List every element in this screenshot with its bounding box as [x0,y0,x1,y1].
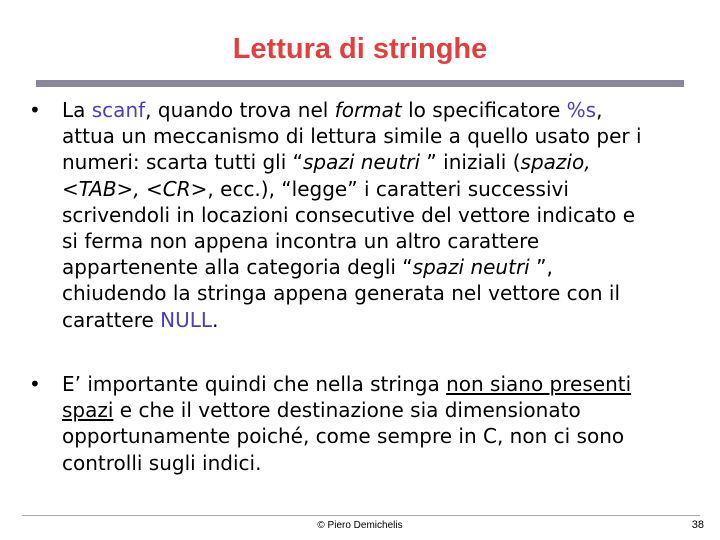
keyword-percent-s: %s [566,98,597,122]
text-run: . [212,307,219,332]
text-line [62,97,642,123]
text-line: controlli sugli indici. [62,450,262,475]
term-cr: <CR> [146,176,208,201]
bullet-text [62,371,631,476]
text-run: numeri: scarta tutti gli “ [62,150,304,175]
term-spazi-neutri: spazi neutri [412,255,530,280]
footer-copyright: © Piero Demichelis [317,520,403,531]
text-run: appartenente alla categoria degli “ [62,255,413,280]
text-run: e che il vettore destinazione sia dimensionato [113,398,581,423]
text-line [62,307,642,333]
bullet-text [62,97,642,333]
text-line [62,254,642,280]
page-number: 38 [691,519,704,531]
text-line [62,371,631,397]
text-run: E’ importante quindi che nella stringa [62,372,447,396]
title-divider [36,80,684,87]
text-line: opportunamente poiché, come sempre in C, non ci sono [62,424,625,449]
text-run: ” iniziali ( [420,150,521,175]
bullet-marker: • [29,98,41,122]
text-line: si ferma non appena incontra un altro carattere [62,229,540,254]
underlined-text: non siano presenti [446,372,632,396]
text-line [62,149,642,175]
text-run: carattere [62,307,161,332]
text-line: chiudendo la stringa appena generata nel vettore con il [62,281,620,306]
term-spazio: spazio, [520,150,591,175]
text-run: lo specificatore [401,98,567,122]
bullet-marker: • [29,372,41,396]
text-run: La [62,98,92,122]
text-run: ”, [529,255,553,280]
underlined-text: spazi [62,398,114,423]
text-run: , [596,98,603,122]
term-format: format [334,98,402,122]
term-tab: <TAB> [62,176,134,201]
term-spazi-neutri: spazi neutri [303,150,421,175]
keyword-scanf: scanf [91,98,146,122]
text-line: attua un meccanismo di lettura simile a quello usato per i [62,124,642,149]
text-run: , quando trova nel [145,98,335,122]
text-line: scrivendoli in locazioni consecutive del vettore indicato e [62,202,636,227]
footer-divider [22,515,700,516]
slide-title: Lettura di stringhe [232,33,488,65]
text-run: , [133,176,147,201]
text-line [62,176,642,202]
keyword-null: NULL [160,307,213,332]
text-run: , ecc.), “legge” i caratteri successivi [207,176,569,201]
text-line [62,397,631,423]
